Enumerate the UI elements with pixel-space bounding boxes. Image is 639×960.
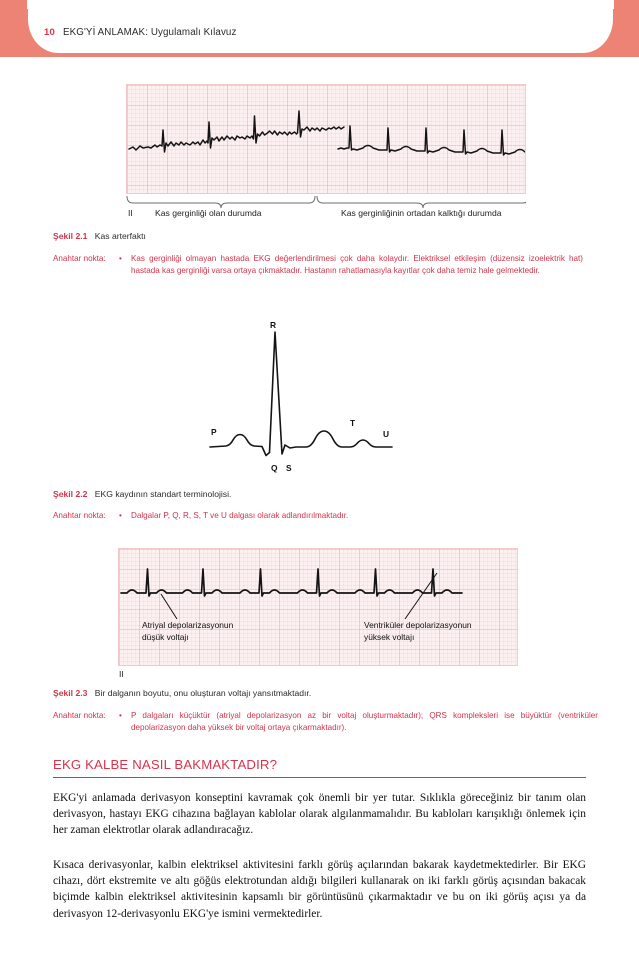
figure-2-3-annotation-right (364, 620, 472, 644)
figure-2-1-brace-right-label: Kas gerginliğinin ortadan kalktığı durumda (341, 208, 502, 218)
figure-2-3-annotation-left (142, 620, 233, 644)
keypoint-bullet-icon: • (119, 711, 122, 720)
page-number: 10 (44, 27, 55, 38)
annotation-left-line1: Atriyal depolarizasyonun (142, 620, 234, 630)
figure-2-3-keypoint (53, 710, 598, 733)
figure-2-1-caption (53, 231, 593, 243)
wave-label-r: R (270, 320, 277, 330)
figure-2-1-caption-text: Kas arterfaktı (94, 231, 146, 241)
figure-2-2-caption-text: EKG kaydının standart terminolojisi. (94, 489, 232, 499)
figure-2-3-ecg-strip (118, 548, 518, 666)
annotation-right-line2: yüksek voltajı (364, 631, 415, 642)
running-title: EKG'Yİ ANLAMAK: Uygulamalı Kılavuz (62, 27, 237, 38)
figure-2-2-caption (53, 489, 593, 501)
figure-2-1-lead-label: II (128, 208, 133, 218)
figure-2-1-braces (126, 194, 526, 208)
keypoint-label: Anahtar nokta: (53, 711, 106, 720)
figure-2-1-caption-number: Şekil 2.1 (53, 231, 88, 241)
annotation-right-line1: Ventriküler depolarizasyonun (364, 620, 472, 630)
figure-2-3-caption-text: Bir dalganın boyutu, onu oluşturan voltajı yansıtmaktadır. (94, 688, 312, 698)
figure-2-3-keypoint-text: P dalgaları küçüktür (atriyal depolarizasyon az bir voltaj oluşturmaktadır); QRS kompleksleri ise büyüktür (ventriküler depolarizasyon daha yüksek bir voltaj ortaya çıkarmaktadır). (131, 711, 598, 732)
body-paragraph-1: EKG'yi anlamada derivasyon konseptini kavramak çok önemli bir yer tutar. Sıklıkla göreceğiniz bir tanım olan derivasyon, hastayı EKG cihazına bağlayan kablolar olarak algılanmamalıdır. Bu kabloları karışıklığı önlemek için her zaman elektrotlar olarak adlandıracağız. (53, 792, 586, 837)
figure-2-1-keypoint-text: Kas gerginliği olmayan hastada EKG değerlendirilmesi çok daha kolaydır. Elektriksel etkileşim (düzensiz izoelektrik hat) hastada kas gerginliği varsa ortaya çıkmaktadır. Hastanın rahatlamasıyla kayıtlar çok daha temiz hale gelmektedir. (131, 254, 583, 275)
figure-2-3-caption (53, 688, 598, 700)
wave-label-s: S (286, 463, 292, 473)
ecg-trace-fig-2-3 (119, 549, 518, 666)
keypoint-bullet-icon: • (119, 254, 122, 263)
keypoint-label: Anahtar nokta: (53, 511, 106, 520)
wave-label-q: Q (271, 463, 278, 473)
figure-2-1-ecg-strip (126, 84, 526, 194)
page-header-band (0, 0, 639, 57)
figure-2-2-caption-number: Şekil 2.2 (53, 489, 88, 499)
section-heading: EKG KALBE NASIL BAKMAKTADIR? (53, 757, 278, 772)
header-content (44, 27, 236, 38)
figure-2-1-keypoint (53, 253, 583, 276)
figure-2-3-lead-label: II (119, 669, 124, 679)
ecg-trace-fig-2-1 (127, 85, 526, 194)
figure-2-2-keypoint (53, 510, 583, 522)
figure-2-2-pqrst-diagram (196, 318, 436, 478)
keypoint-label: Anahtar nokta: (53, 254, 106, 263)
figure-2-1-brace-left-label: Kas gerginliği olan durumda (155, 208, 262, 218)
section-heading-rule (53, 777, 586, 778)
wave-label-u: U (383, 429, 390, 439)
keypoint-bullet-icon: • (119, 511, 122, 520)
figure-2-2-keypoint-text: Dalgalar P, Q, R, S, T ve U dalgası olarak adlandırılmaktadır. (131, 511, 349, 520)
figure-2-3-caption-number: Şekil 2.3 (53, 688, 88, 698)
wave-label-p: P (211, 427, 217, 437)
body-paragraph-2: Kısaca derivasyonlar, kalbin elektriksel aktivitesini farklı görüş açılarından bakarak kaydetmektedirler. Bir EKG cihazı, dört ekstremite ve altı göğüs elektrotundan aldığı bilgileri kullanarak on iki farklı görüş açısından bakacak biçimde kalbin elektriksel aktivitesinin kapsamlı bir görüntüsünü çıkarmaktadır ve bu on iki görüş açısı ya da derivasyon 12-derivasyonlu EKG'ye ismini vermektedirler. (53, 859, 586, 920)
wave-label-t: T (350, 418, 356, 428)
annotation-left-line2: düşük voltajı (142, 631, 189, 642)
